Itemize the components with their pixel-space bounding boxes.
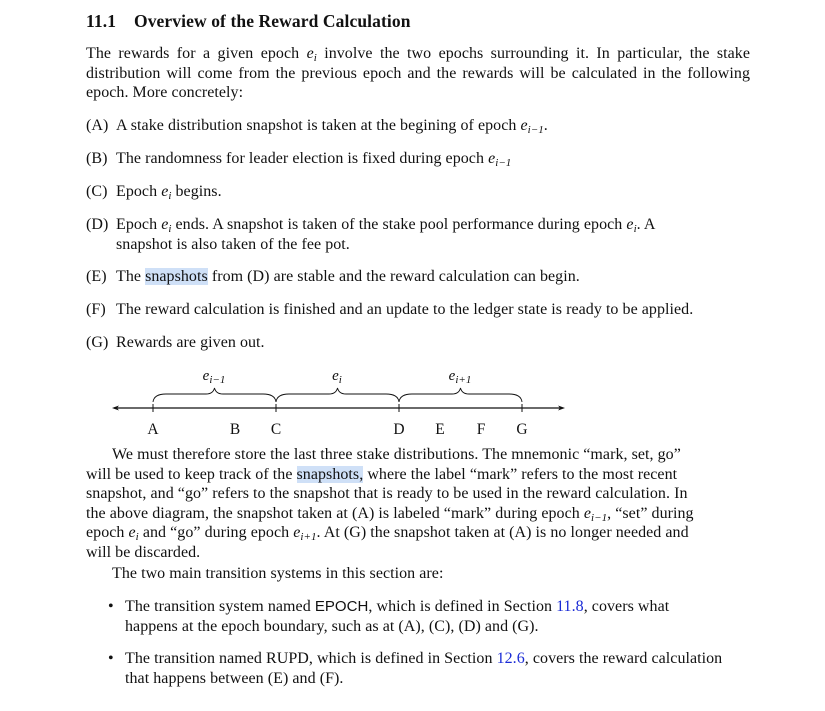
list-item-f: (F) The reward calculation is finished and an update to the ledger state is ready to be applied. [86, 301, 694, 318]
text-selection-highlight[interactable]: snapshots [145, 268, 208, 285]
point-label-c: C [270, 421, 282, 438]
epoch-label-next: $e_{i+1}$ [448, 368, 472, 386]
list-item-b: (B) The randomness for leader election is fixed during epoch $e_{i-1}$ [86, 150, 512, 169]
section-link-11-8[interactable]: 11.8 [556, 598, 584, 615]
point-label-d: D [393, 421, 405, 438]
transitions-intro: The two main transition systems in this section are: [112, 565, 444, 582]
epoch-label-current: $e_i$ [332, 368, 342, 386]
section-number: 11.1 [86, 11, 117, 31]
section-heading [86, 11, 411, 32]
brace-epoch-next [399, 388, 522, 402]
mnemonic-paragraph: We must therefore store the last three stake distributions. The mnemonic “mark, set, go” will be used to keep track of the snapshots, where the label “mark” refers to the most recent snapshot, and “go” refers to the snapshot that is ready to be used in the reward calculation. In the above diagram, the snapshot taken at (A) is labeled “mark” during epoch $e_{i-1}$, “set” during epoch $e_i$ and “go” during epoch $e_{i+1}$. At (G) the snapshot taken at (A) is no longer needed and will be discarded. [86, 446, 694, 561]
section-link-12-6[interactable]: 12.6 [496, 650, 525, 667]
point-label-a: A [147, 421, 159, 438]
list-item-d: (D) Epoch $e_i$ ends. A snapshot is taken of the stake pool performance during epoch $e_i$. A snapshot is also taken of the fee pot. [86, 216, 656, 253]
point-label-f: F [476, 421, 486, 438]
point-label-b: B [229, 421, 241, 438]
bullet-item-rupd: • The transition named RUPD, which is defined in Section 12.6, covers the reward calculation that happens between (E) and (F). [108, 650, 723, 687]
list-item-e: (E) The snapshots from (D) are stable and the reward calculation can begin. [86, 268, 580, 285]
bullet-item-epoch: • The transition system named EPOCH, which is defined in Section 11.8, covers what happens at the epoch boundary, such as at (A), (C), (D) and (G). [108, 598, 670, 635]
brace-epoch-current [276, 388, 399, 402]
section-title: Overview of the Reward Calculation [134, 11, 411, 31]
intro-paragraph: The rewards for a given epoch $e_i$ involve the two epochs surrounding it. In particular, the stake distribution will come from the previous epoch and the rewards will be calculated in the following epoch. More concretely: [86, 45, 750, 101]
bullet-icon: • [108, 650, 114, 667]
bullet-icon: • [108, 598, 114, 615]
point-label-g: G [516, 421, 528, 438]
point-label-e: E [435, 421, 445, 438]
list-item-a: (A) A stake distribution snapshot is taken at the begining of epoch $e_{i-1}$. [86, 117, 548, 136]
epoch-label-prev: $e_{i-1}$ [202, 368, 226, 386]
list-item-c: (C) Epoch $e_i$ begins. [86, 183, 222, 202]
arrow-left-icon [112, 406, 119, 411]
list-item-g: (G) Rewards are given out. [86, 334, 265, 351]
arrow-right-icon [558, 406, 565, 411]
brace-epoch-prev [153, 388, 276, 402]
text-selection-highlight[interactable]: snapshots, [296, 465, 364, 483]
